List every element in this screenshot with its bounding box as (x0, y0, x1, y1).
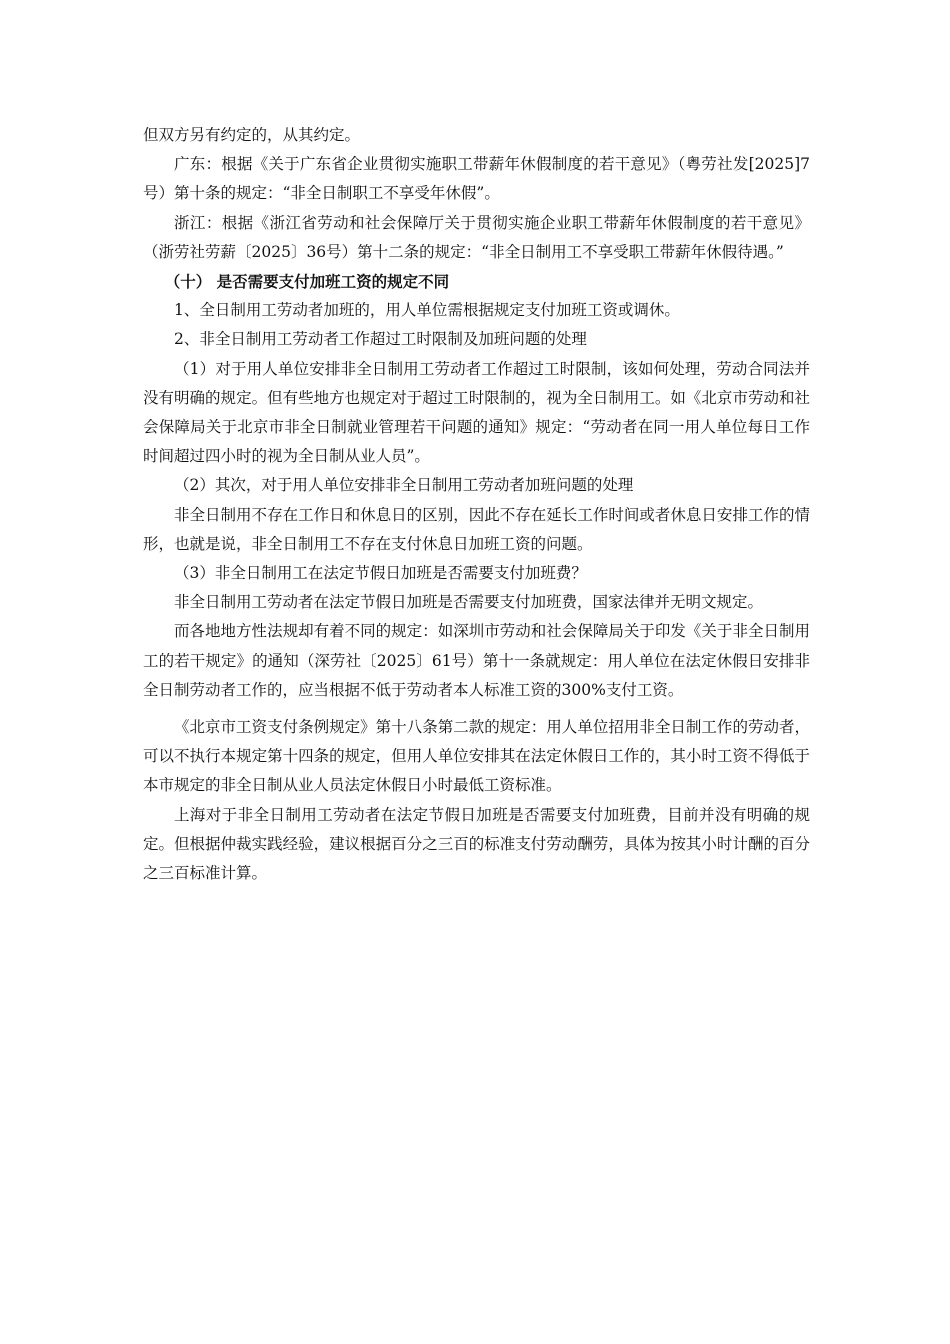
section-heading-overtime: （十） 是否需要支付加班工资的规定不同 (164, 272, 450, 292)
document-body (143, 121, 810, 888)
paragraph-shanghai: 上海对于非全日制用工劳动者在法定节假日加班是否需要支付加班费，目前并没有明确的规定。但根据仲裁实践经验，建议根据百分之三百的标准支付劳动酬劳，具体为按其小时计酬的百分之三百标准计算。 (143, 805, 810, 883)
paragraph-item-3: （3）非全日制用工在法定节假日加班是否需要支付加班费？ (174, 564, 587, 583)
paragraph-no-rest-day: 非全日制用不存在工作日和休息日的区别，因此不存在延长工作时间或者休息日安排工作的情形，也就是说，非全日制用工不存在支付休息日加班工资的问题。 (143, 505, 810, 553)
paragraph-zhejiang: 浙江：根据《浙江省劳动和社会保障厅关于贯彻实施企业职工带薪年休假制度的若干意见》（浙劳社劳薪〔2025〕36号）第十二条的规定：“非全日制用工不享受职工带薪年休假待遇。” (143, 213, 810, 261)
paragraph-national-law: 非全日制用工劳动者在法定节假日加班是否需要支付加班费，国家法律并无明文规定。 (174, 593, 764, 612)
paragraph-parttime-overtime: 2、非全日制用工劳动者工作超过工时限制及加班问题的处理 (174, 330, 587, 349)
paragraph-item-1: （1）对于用人单位安排非全日制用工劳动者工作超过工时限制，该如何处理，劳动合同法并没有明确的规定。但有些地方也规定对于超过工时限制的，视为全日制用工。如《北京市劳动和社会保障局关于北京市非全日制就业管理若干问题的通知》规定：“劳动者在同一用人单位每日工作时间超过四小时的视为全日制从业人员”。 (143, 359, 810, 466)
paragraph-fulltime-overtime: 1、全日制用工劳动者加班的，用人单位需根据规定支付加班工资或调休。 (174, 301, 680, 320)
paragraph-beijing: 《北京市工资支付条例规定》第十八条第二款的规定：用人单位招用非全日制工作的劳动者，可以不执行本规定第十四条的规定，但用人单位安排其在法定休假日工作的，其小时工资不得低于本市规定的非全日制从业人员法定休假日小时最低工资标准。 (143, 718, 810, 795)
paragraph-item-2: （2）其次，对于用人单位安排非全日制用工劳动者加班问题的处理 (174, 476, 634, 495)
paragraph-continuation: 但双方另有约定的，从其约定。 (143, 126, 361, 144)
paragraph-guangdong: 广东：根据《关于广东省企业贯彻实施职工带薪年休假制度的若干意见》（粤劳社发[2025]7号）第十条的规定：“非全日制职工不享受年休假”。 (143, 155, 810, 203)
paragraph-shenzhen: 而各地地方性法规却有着不同的规定：如深圳市劳动和社会保障局关于印发《关于非全日制用工的若干规定》的通知（深劳社〔2025〕61号）第十一条就规定：用人单位在法定休假日安排非全日制劳动者工作的，应当根据不低于劳动者本人标准工资的300%支付工资。 (143, 622, 810, 699)
